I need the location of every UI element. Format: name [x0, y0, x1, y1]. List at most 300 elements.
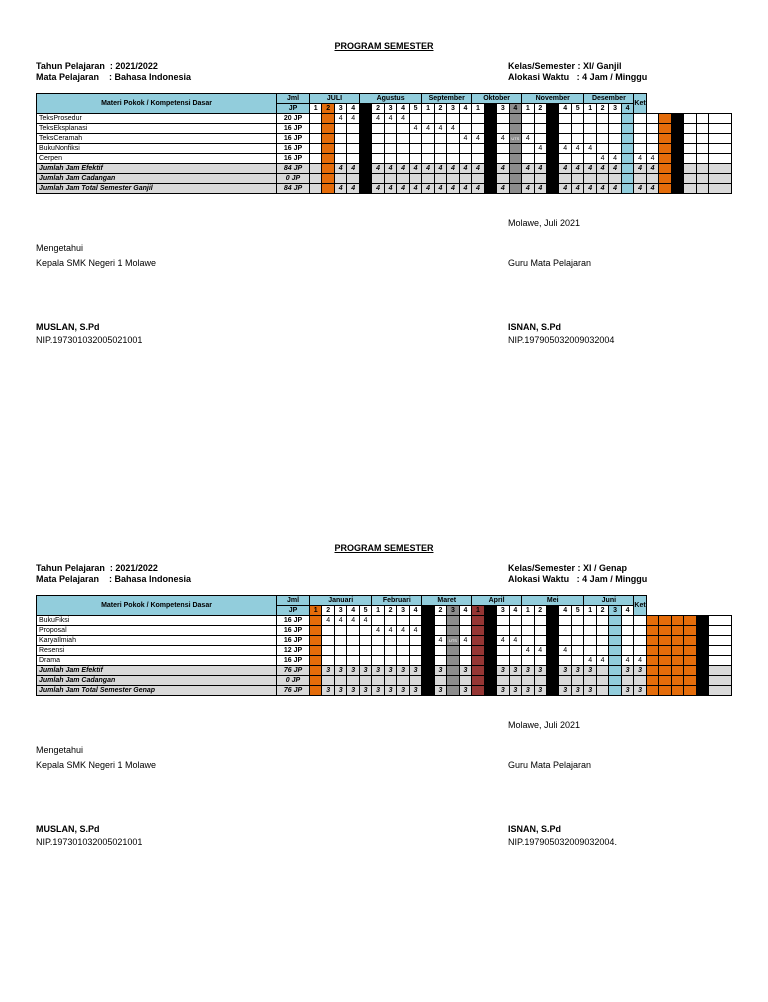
week-cell: 4: [634, 184, 646, 194]
week-cell: 4: [584, 184, 596, 194]
week-cell: [484, 124, 496, 134]
week-cell: 4: [372, 114, 384, 124]
week-cell: [509, 616, 521, 626]
week-cell: [384, 646, 396, 656]
week-number: 3: [447, 104, 459, 114]
week-cell: [422, 134, 434, 144]
week-cell: [310, 666, 322, 676]
jp-value: 0 JP: [277, 676, 310, 686]
week-cell: [472, 154, 484, 164]
week-cell: 3: [322, 666, 334, 676]
week-cell: [359, 154, 371, 164]
week-cell: 4: [596, 656, 608, 666]
week-cell: 3: [384, 666, 396, 676]
week-cell: [434, 174, 446, 184]
week-cell: 4: [397, 114, 409, 124]
month-header: Mei: [522, 596, 584, 606]
month-header: September: [422, 94, 472, 104]
week-cell: [472, 686, 484, 696]
week-cell: [310, 636, 322, 646]
guru-name: ISNAN, S.Pd: [508, 824, 562, 834]
summary-row: [37, 164, 732, 174]
week-cell: 4: [334, 184, 346, 194]
week-cell: [384, 636, 396, 646]
week-number: 5: [359, 606, 372, 616]
week-cell: 4: [334, 616, 346, 626]
week-cell: [659, 124, 671, 134]
week-number: 3: [609, 606, 621, 616]
week-cell: [522, 636, 534, 646]
week-cell: [459, 174, 471, 184]
week-cell: [422, 676, 434, 686]
week-cell: [372, 144, 384, 154]
week-cell: [372, 656, 384, 666]
week-cell: [359, 144, 371, 154]
week-cell: [322, 174, 334, 184]
week-cell: [696, 124, 708, 134]
week-cell: [497, 114, 509, 124]
week-number: 2: [534, 606, 546, 616]
week-cell: [547, 134, 559, 144]
week-number: 4: [559, 104, 571, 114]
week-cell: 4: [534, 184, 546, 194]
week-cell: [447, 666, 459, 676]
week-cell: [659, 144, 671, 154]
week-cell: [447, 174, 459, 184]
week-cell: [359, 114, 371, 124]
week-number: 4: [621, 606, 633, 616]
week-cell: 3: [372, 666, 384, 676]
week-cell: [484, 134, 496, 144]
materi-name: Jumlah Jam Total Semester Genap: [37, 686, 277, 696]
week-cell: [609, 134, 621, 144]
week-cell: [547, 174, 559, 184]
week-cell: [434, 114, 446, 124]
week-cell: 4: [497, 164, 509, 174]
week-cell: [646, 174, 658, 184]
week-cell: 4: [497, 134, 509, 144]
week-cell: [571, 154, 583, 164]
week-cell: [659, 626, 671, 636]
week-number: 3: [397, 606, 409, 616]
week-cell: [534, 656, 546, 666]
header-materi: Materi Pokok / Kompetensi Dasar: [37, 596, 277, 616]
week-cell: [310, 144, 322, 154]
week-cell: [584, 646, 596, 656]
week-cell: [322, 154, 334, 164]
week-cell: [484, 154, 496, 164]
week-number: 4: [409, 606, 421, 616]
week-cell: [621, 154, 634, 164]
week-cell: [547, 144, 559, 154]
week-cell: [484, 626, 496, 636]
week-number: 2: [484, 606, 496, 616]
week-cell: [546, 676, 558, 686]
month-header: Desember: [584, 94, 634, 104]
week-cell: [571, 114, 583, 124]
week-cell: [434, 676, 446, 686]
week-number: 5: [571, 104, 583, 114]
week-cell: [422, 626, 434, 636]
mengetahui-label: Mengetahui: [36, 745, 84, 755]
week-cell: [659, 666, 671, 676]
week-cell: [684, 134, 696, 144]
week-cell: 4: [434, 184, 446, 194]
week-cell: 4: [522, 134, 534, 144]
week-cell: [409, 114, 421, 124]
week-cell: [534, 154, 546, 164]
week-cell: 4: [559, 164, 571, 174]
week-cell: 4: [571, 164, 583, 174]
materi-name: Jumlah Jam Efektif: [37, 164, 277, 174]
week-number: 4: [621, 104, 634, 114]
week-cell: [684, 636, 696, 646]
week-cell: [684, 626, 696, 636]
week-number: 2: [534, 104, 546, 114]
week-cell: [634, 114, 646, 124]
week-cell: [509, 164, 522, 174]
materi-name: KaryaIlmiah: [37, 636, 277, 646]
week-cell: [384, 656, 396, 666]
week-number: 1: [584, 104, 596, 114]
alokasi-waktu: Alokasi Waktu : 4 Jam / Minggu: [508, 574, 648, 584]
week-cell: 3: [397, 666, 409, 676]
materi-name: Resensi: [37, 646, 277, 656]
week-cell: [671, 184, 683, 194]
header-row: [37, 94, 732, 104]
week-cell: [459, 114, 471, 124]
week-cell: [559, 124, 571, 134]
week-cell: [434, 134, 446, 144]
week-cell: [447, 686, 459, 696]
week-cell: 4: [472, 134, 484, 144]
week-cell: [596, 686, 608, 696]
week-cell: [359, 184, 371, 194]
week-cell: 3: [434, 666, 446, 676]
week-cell: [522, 144, 534, 154]
week-cell: 4: [422, 184, 434, 194]
week-cell: [671, 134, 683, 144]
week-cell: [609, 144, 621, 154]
week-cell: [621, 164, 634, 174]
header-jp: JP: [277, 104, 310, 114]
summary-row: [37, 666, 732, 676]
week-cell: [384, 134, 396, 144]
week-cell: [696, 646, 708, 656]
jp-value: 84 JP: [277, 164, 310, 174]
week-cell: [459, 676, 471, 686]
week-cell: [696, 676, 708, 686]
week-cell: [596, 124, 608, 134]
week-cell: [609, 114, 621, 124]
week-cell: [434, 154, 446, 164]
week-cell: 4: [621, 656, 633, 666]
week-cell: [322, 636, 334, 646]
materi-row: [37, 144, 732, 154]
week-cell: [584, 134, 596, 144]
materi-row: [37, 626, 732, 636]
week-cell: [459, 626, 471, 636]
week-cell: [459, 616, 471, 626]
week-cell: 3: [559, 686, 571, 696]
week-cell: [584, 676, 596, 686]
jp-value: 16 JP: [277, 616, 310, 626]
materi-row: [37, 114, 732, 124]
week-cell: [659, 636, 671, 646]
week-cell: [584, 626, 596, 636]
header-jp: JP: [277, 606, 310, 616]
week-cell: [447, 646, 459, 656]
week-cell: [347, 144, 360, 154]
week-cell: [571, 656, 583, 666]
week-cell: [646, 656, 658, 666]
week-cell: [659, 164, 671, 174]
week-cell: [646, 636, 658, 646]
header-row: [37, 596, 732, 606]
week-cell: 4: [646, 154, 658, 164]
week-cell: [534, 636, 546, 646]
month-header: Februari: [372, 596, 422, 606]
week-cell: [484, 184, 496, 194]
week-cell: [671, 666, 683, 676]
guru-nip: NIP.197905032009032004.: [508, 837, 617, 847]
week-cell: [509, 114, 522, 124]
week-cell: [497, 646, 509, 656]
week-cell: [472, 666, 484, 676]
week-cell: [310, 184, 322, 194]
week-cell: 4: [596, 154, 608, 164]
week-cell: [397, 656, 409, 666]
mata-pelajaran: Mata Pelajaran : Bahasa Indonesia: [36, 574, 192, 584]
week-cell: [684, 114, 696, 124]
week-cell: 4: [522, 646, 534, 656]
week-cell: [621, 124, 634, 134]
week-cell: 4: [384, 164, 396, 174]
week-cell: [459, 124, 471, 134]
week-cell: 4: [509, 636, 521, 646]
week-cell: 4: [646, 184, 658, 194]
week-cell: [646, 676, 658, 686]
week-cell: 3: [509, 666, 521, 676]
week-cell: 3: [571, 686, 583, 696]
week-cell: [671, 124, 683, 134]
week-cell: [322, 646, 334, 656]
week-number: 1: [472, 606, 484, 616]
materi-name: BukuFiksi: [37, 616, 277, 626]
month-header: JULI: [310, 94, 360, 104]
week-cell: 4: [534, 164, 546, 174]
materi-row: [37, 646, 732, 656]
week-cell: [547, 124, 559, 134]
week-number: 1: [310, 104, 322, 114]
week-cell: 4: [447, 124, 459, 134]
week-cell: [671, 154, 683, 164]
week-cell: 3: [409, 686, 421, 696]
week-cell: [634, 174, 646, 184]
week-cell: [696, 134, 708, 144]
month-header: Maret: [422, 596, 472, 606]
week-cell: 3: [559, 666, 571, 676]
week-cell: 4: [447, 184, 459, 194]
week-number: 2: [484, 104, 496, 114]
week-cell: [334, 134, 346, 144]
week-cell: [546, 616, 558, 626]
week-cell: [684, 666, 696, 676]
week-cell: 3: [434, 686, 446, 696]
page-title: PROGRAM SEMESTER: [334, 543, 434, 553]
week-number: 2: [384, 606, 396, 616]
place-date: Molawe, Juli 2021: [508, 218, 581, 228]
week-cell: 4: [472, 184, 484, 194]
month-header: Januari: [310, 596, 372, 606]
week-number: 3: [609, 104, 621, 114]
week-cell: [509, 144, 522, 154]
week-cell: [472, 616, 484, 626]
week-cell: [534, 124, 546, 134]
week-cell: [696, 184, 708, 194]
week-cell: 3: [634, 686, 646, 696]
kelas-semester: Kelas/Semester : XI/ Ganjil: [508, 61, 622, 71]
week-cell: [696, 154, 708, 164]
week-cell: [310, 626, 322, 636]
week-cell: [671, 174, 683, 184]
week-cell: [434, 626, 446, 636]
week-cell: [509, 676, 521, 686]
materi-name: BukuNonfiksi: [37, 144, 277, 154]
week-cell: [322, 184, 334, 194]
week-cell: [409, 174, 421, 184]
week-number: 3: [447, 606, 459, 616]
week-cell: 4: [334, 114, 346, 124]
week-cell: 3: [347, 686, 359, 696]
week-cell: [696, 164, 708, 174]
week-cell: 4: [322, 616, 334, 626]
week-cell: [696, 666, 708, 676]
week-cell: [609, 676, 621, 686]
week-cell: 4: [347, 114, 360, 124]
week-cell: [534, 134, 546, 144]
week-cell: [310, 676, 322, 686]
week-cell: [447, 154, 459, 164]
week-cell: 4: [584, 164, 596, 174]
ket-cell: [709, 636, 732, 646]
week-cell: [322, 134, 334, 144]
week-cell: [547, 154, 559, 164]
week-number: 1: [584, 606, 596, 616]
week-cell: [671, 686, 683, 696]
week-cell: [671, 164, 683, 174]
week-cell: [472, 114, 484, 124]
week-cell: [696, 616, 708, 626]
week-cell: [334, 626, 346, 636]
week-cell: [571, 636, 583, 646]
week-number: 4: [559, 606, 571, 616]
week-cell: [310, 616, 322, 626]
uts-label: UTS: [511, 136, 520, 141]
week-cell: [596, 646, 608, 656]
week-cell: [584, 114, 596, 124]
week-cell: 4: [409, 124, 421, 134]
week-cell: [584, 616, 596, 626]
week-cell: [347, 626, 359, 636]
place-date: Molawe, Juli 2021: [508, 720, 581, 730]
week-cell: [409, 616, 421, 626]
week-number: 3: [497, 606, 509, 616]
week-cell: [334, 676, 346, 686]
week-cell: [522, 676, 534, 686]
week-cell: [397, 174, 409, 184]
week-cell: [372, 174, 384, 184]
week-cell: [522, 626, 534, 636]
week-cell: 4: [634, 656, 646, 666]
header-jml: Jml: [277, 94, 310, 104]
week-cell: 3: [334, 686, 346, 696]
week-cell: [397, 676, 409, 686]
week-cell: [509, 134, 522, 144]
week-cell: [372, 154, 384, 164]
materi-row: [37, 636, 732, 646]
week-cell: [547, 184, 559, 194]
week-cell: [646, 144, 658, 154]
week-cell: [609, 124, 621, 134]
week-cell: [646, 646, 658, 656]
week-cell: [584, 124, 596, 134]
week-cell: [434, 646, 446, 656]
summary-row: [37, 184, 732, 194]
jp-value: 16 JP: [277, 124, 310, 134]
week-cell: [696, 686, 708, 696]
week-cell: [596, 636, 608, 646]
week-cell: [547, 164, 559, 174]
week-cell: [509, 124, 522, 134]
week-cell: 3: [397, 686, 409, 696]
week-cell: 3: [409, 666, 421, 676]
week-cell: [359, 646, 372, 656]
month-header: Juni: [584, 596, 634, 606]
materi-row: [37, 656, 732, 666]
kepala-nip: NIP.197301032005021001: [36, 837, 143, 847]
week-cell: [609, 626, 621, 636]
week-cell: [484, 686, 496, 696]
week-cell: 4: [347, 184, 360, 194]
week-cell: [409, 134, 421, 144]
week-cell: [372, 616, 384, 626]
week-number: 3: [334, 104, 346, 114]
week-number: 2: [596, 606, 608, 616]
week-cell: 4: [447, 164, 459, 174]
week-cell: [659, 686, 671, 696]
week-cell: [484, 646, 496, 656]
guru-label: Guru Mata Pelajaran: [508, 760, 592, 770]
week-cell: [546, 666, 558, 676]
week-cell: [609, 616, 621, 626]
week-cell: [484, 164, 496, 174]
week-cell: [397, 154, 409, 164]
materi-name: TeksEksplanasi: [37, 124, 277, 134]
week-cell: [472, 656, 484, 666]
week-cell: [621, 646, 633, 656]
week-cell: [646, 114, 658, 124]
week-cell: [447, 616, 459, 626]
week-cell: [384, 144, 396, 154]
week-cell: [596, 144, 608, 154]
week-cell: [696, 656, 708, 666]
jp-value: 76 JP: [277, 686, 310, 696]
week-cell: [659, 184, 671, 194]
materi-name: Jumlah Jam Cadangan: [37, 676, 277, 686]
ket-cell: [709, 154, 732, 164]
week-cell: [634, 144, 646, 154]
